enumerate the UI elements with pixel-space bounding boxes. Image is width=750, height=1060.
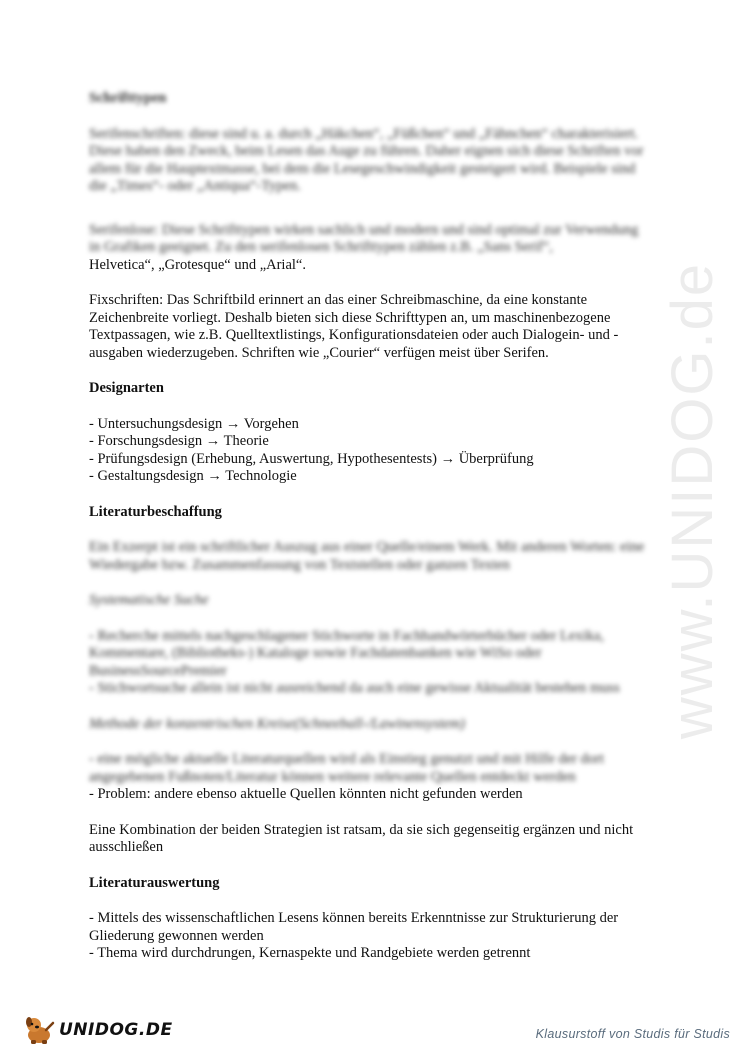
list-item-designart: - Gestaltungsdesign → Technologie (89, 468, 297, 484)
list-item-auswertung: - Mittels des wissenschaftlichen Lesens können bereits Erkenntnisse zur Strukturierung der Gliederung gewonnen werden (89, 910, 619, 944)
heading-literaturauswertung: Literaturauswertung (89, 874, 220, 891)
watermark (648, 261, 738, 739)
footer-slogan: Klausurstoff von Studis für Studis (535, 1027, 730, 1041)
list-item-designart: - Prüfungsdesign (Erhebung, Auswertung, Hypothesentests) → Überprüfung (89, 450, 534, 467)
paragraph-kombination: Eine Kombination der beiden Strategien ist ratsam, da sie sich gegenseitig ergänzen und nicht ausschließen (89, 821, 634, 855)
subheading-systematische-suche: Systematische Suche (89, 592, 209, 608)
watermark-text: www.UNIDOG.de (660, 261, 726, 739)
document-body (89, 90, 649, 963)
list-item-systematisch: - Stichwortsuche allein ist nicht ausreichend da auch eine gewisse Aktualität bestehen muss (89, 680, 620, 696)
logo-text: UNIDOG.DE (59, 1020, 173, 1040)
subheading-konzentrische-kreise: Methode der konzentrischen Kreise(Schneeball-/Lawinensystem) (89, 715, 465, 732)
list-item-designart: - Forschungsdesign → Theorie (89, 433, 269, 449)
list-item-systematisch: - Recherche mittels nachgeschlagener Stichworte in Fachhandwörterbücher oder Lexika, Kommentare, (Bibliotheks-) Kataloge sowie Fachdatenbanken wie WiSo oder BusinessSourcePremier (89, 627, 604, 679)
paragraph-fixschriften: Fixschriften: Das Schriftbild erinnert an das einer Schreibmaschine, da eine konstante Zeichenbreite vorliegt. Deshalb bieten sich diese Schrifttypen an, um maschinenbezogene Textpassagen, wie z.B. Quelltextlistings, Konfigurationsdateien oder auch Dialogein- und -ausgaben wiederzugeben. Schriften wie „Courier“ verfügen meist über Serifen. (89, 292, 619, 361)
list-item-designart: - Untersuchungsdesign → Vorgehen (89, 415, 299, 432)
paragraph-serifen: Serifenschriften: diese sind u. a. durch „Häkchen“, „Füßchen“ und „Fähnchen“ charakterisiert. Diese haben den Zweck, beim Lesen das Auge zu führen. Daher eignen sich diese Schriften vor allem für die Hauptextmasse, bei dem die Lesegeschwindigkeit gesteigert wird. Beispiele sind die „Times“- oder „Antiqua“-Typen. (89, 125, 644, 194)
paragraph-serifenlos-visible: Helvetica“, „Grotesque“ und „Arial“. (89, 256, 306, 273)
dog-mascot-icon (22, 1013, 56, 1047)
list-item-kreise-blurred: - eine mögliche aktuelle Literaturquellen wird als Einstieg genutzt und mit Hilfe der dort angegebenen Fußnoten/Literatur können weitere relevante Quellen entdeckt werden (89, 751, 604, 785)
paragraph-exzerpt: Ein Exzerpt ist ein schriftlicher Auszug aus einer Quelle/einem Werk. Mit anderen Worten: eine Wiedergabe bzw. Zusammenfassung von Textstellen oder ganzen Texten (89, 539, 645, 573)
heading-schrifttypen: Schrifttypen (89, 90, 167, 106)
footer-logo[interactable] (22, 1010, 173, 1050)
list-item-kreise-problem: - Problem: andere ebenso aktuelle Quellen könnten nicht gefunden werden (89, 786, 523, 802)
heading-literaturbeschaffung: Literaturbeschaffung (89, 503, 222, 520)
heading-designarten: Designarten (89, 380, 164, 396)
list-item-auswertung: - Thema wird durchdrungen, Kernaspekte und Randgebiete werden getrennt (89, 945, 531, 961)
paragraph-serifenlos-blurred: Serifenlose: Diese Schrifttypen wirken sachlich und modern und sind optimal zur Verwendung in Grafiken geeignet. Zu den serifenlosen Schrifttypen zählen z.B. „Sans Serif“, (89, 221, 639, 255)
